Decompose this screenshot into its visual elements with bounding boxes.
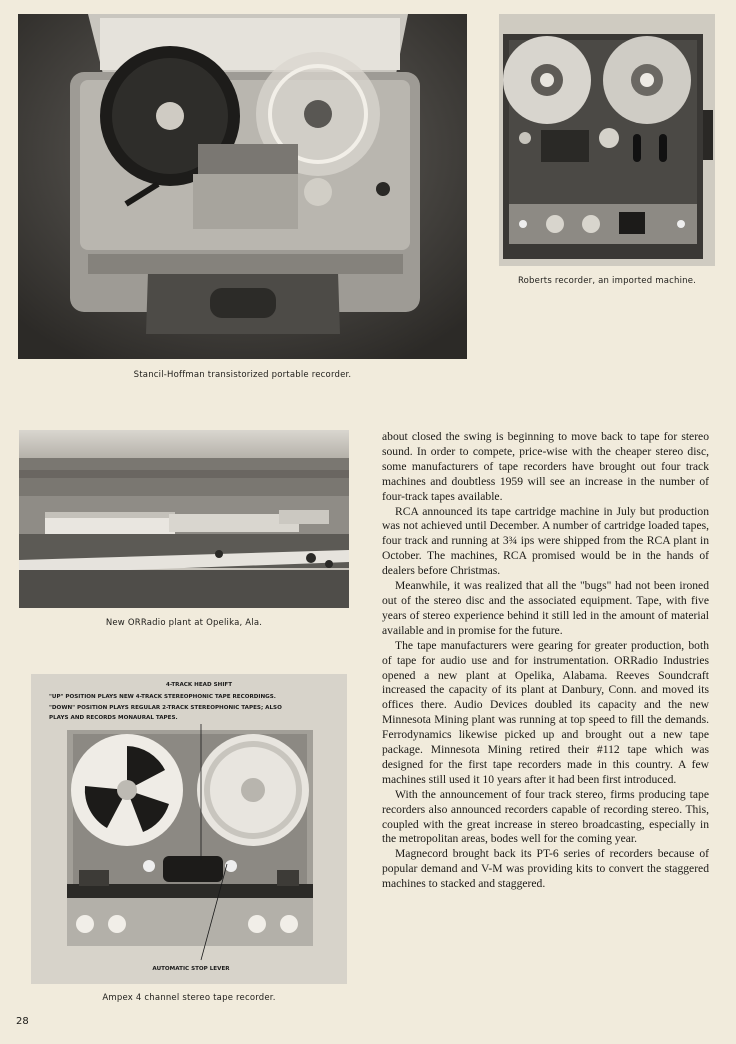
ampex-caption: Ampex 4 channel stereo tape recorder. [102,993,276,1003]
orradio-caption: New ORRadio plant at Opelika, Ala. [105,618,263,628]
callout-up-text: "UP" POSITION PLAYS NEW 4-TRACK STEREOPHONIC TAPE RECORDINGS. [49,694,276,700]
orradio-plant-photo [19,430,349,608]
stop-lever-label: AUTOMATIC STOP LEVER [152,966,230,972]
ampex-recorder-photo [31,674,347,984]
article-paragraph: Magnecord brought back its PT-6 series of recorders because of popular demand and V-M was providing kits to convert the staggered machines to stacked and staggered. [382,847,709,891]
article-paragraph: With the announcement of four track stereo, firms producing tape recorders also announced recorders capable of recording stereo. This, coupled with the great increase in stereo broadcasting, especially in the metropolitan areas, bodes well for the coming year. [382,787,709,846]
article-body [382,430,709,892]
article-paragraph: RCA announced its tape cartridge machine in July but production was not achieved until December. A number of cartridge loaded tapes, four track and running at 3¾ ips were shipped from the RCA plant in October. The machines, RCA promised would be in the hands of dealers before Christmas. [382,504,709,578]
article-paragraph: Meanwhile, it was realized that all the "bugs" had not been ironed out of the stereo disc and the associated equipment. Tape, with five years of stereo experience behind it still led in the amount of material available and in promise for the future. [382,579,709,637]
article-paragraph: about closed the swing is beginning to move back to tape for stereo sound. In order to compete, price-wise with the cheaper stereo disc, some manufacturers of tape recorders have brought out four track machines and doubtless 1959 will see an increase in the number of four-track tapes available. [382,430,709,503]
roberts-recorder-photo [499,14,715,266]
stancil-hoffman-photo [18,14,467,359]
callout-title: 4-TRACK HEAD SHIFT [165,682,233,688]
article-paragraph: The tape manufacturers were gearing for greater production, both of tape for audio use and for instrumentation. ORRadio Industries opened a new plant at Opelika, Alabama. Reeves Soundcraft increased the capacity of its plant at Danbury, Conn. and moved its offices there. Audio Devices doubled its capacity and the new Minnesota Mining plant was running at top speed to fill the demands. Ferrodynamics likewise picked up and brought out a new tape package. Minnesota Mining retired their #112 tape which was designed for the first tape recorders made in this country. A few machines still used it 10 years after it had been first introduced. [382,638,709,786]
roberts-caption: Roberts recorder, an imported machine. [517,276,697,286]
callout-down-text-1: "DOWN" POSITION PLAYS REGULAR 2-TRACK STEREOPHONIC TAPES; ALSO [49,705,282,711]
page-number: 28 [16,1016,29,1027]
stancil-hoffman-caption: Stancil-Hoffman transistorized portable recorder. [133,370,352,380]
callout-down-text-2: PLAYS AND RECORDS MONAURAL TAPES. [49,715,178,721]
